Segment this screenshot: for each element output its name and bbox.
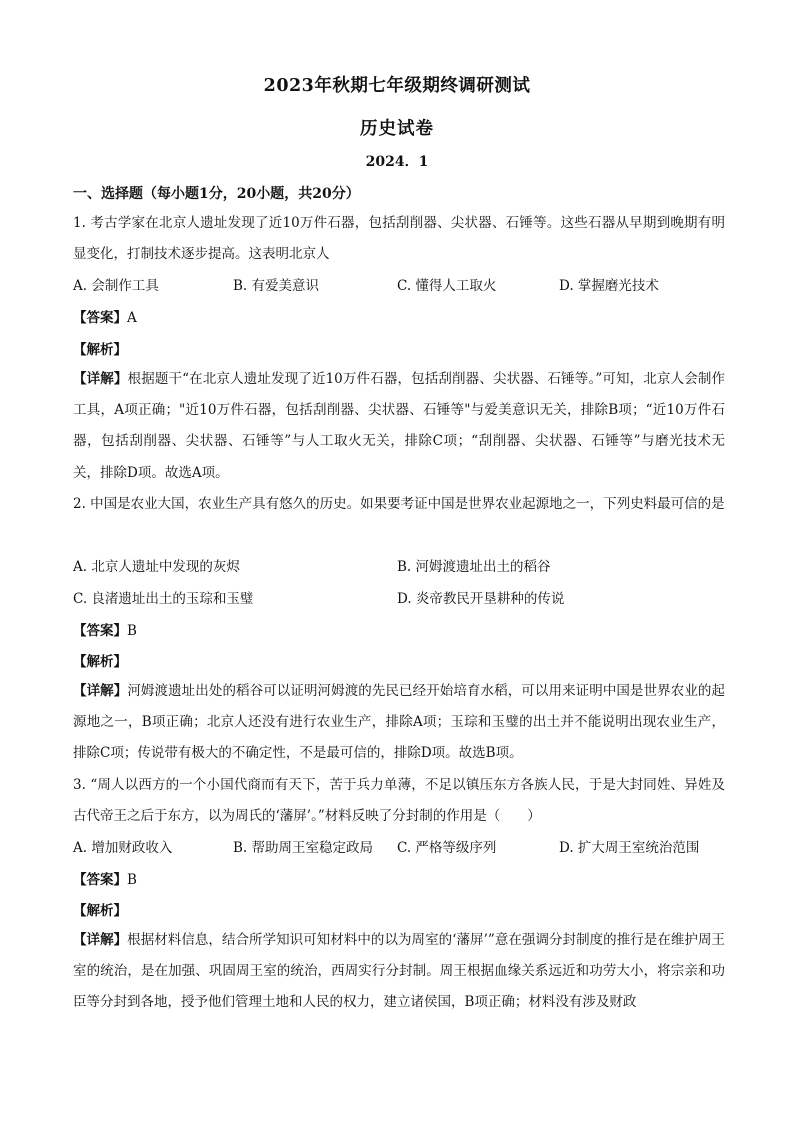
question-1-option-a: A. 会制作工具	[73, 278, 159, 294]
exam-date: 2024．1	[365, 154, 429, 170]
detail-tag: 【详解】	[73, 683, 128, 699]
question-3-option-c: C. 严格等级序列	[397, 840, 497, 856]
question-2-option-d: D. 炎帝教民开垦耕种的传说	[397, 591, 565, 607]
question-3-analysis	[73, 899, 127, 919]
question-3-answer	[73, 868, 137, 888]
question-1-analysis	[73, 338, 127, 358]
answer-tag: 【答案】	[73, 872, 127, 888]
question-1-stem: 1. 考古学家在北京人遗址发现了近10万件石器，包括刮削器、尖状器、石锤等。这些石器从早期到晚期有明显变化，打制技术逐步提高。这表明北京人	[73, 215, 725, 263]
analysis-tag: 【解析】	[73, 342, 127, 358]
question-1-option-b: B. 有爱美意识	[233, 278, 320, 294]
question-1-detail	[73, 364, 725, 489]
answer-tag: 【答案】	[73, 623, 127, 639]
question-3-option-d: D. 扩大周王室统治范围	[559, 840, 700, 856]
detail-text: 河姆渡遗址出处的稻谷可以证明河姆渡的先民已经开始培育水稻，可以用来证明中国是世界农业的起源地之一，B项正确；北京人还没有进行农业生产，排除A项；玉琮和玉璧的出土并不能说明出现农业生产，排除C项；传说带有极大的不确定性，不是最可信的，排除D项。故选B项。	[73, 683, 726, 762]
detail-text: 根据题干“在北京人遗址发现了近10万件石器，包括刮削器、尖状器、石锤等。”可知，北京人会制作工具，A项正确；"近10万件石器，包括刮削器、尖状器、石锤等"与爱美意识无关，排除B项；“近10万件石器，包括刮削器、尖状器、石锤等”与人工取火无关，排除C项；“刮削器、尖状器、石锤等”与磨光技术无关，排除D项。故选A项。	[73, 371, 726, 481]
question-2-detail	[73, 676, 725, 770]
question-2-answer	[73, 619, 137, 639]
answer-tag: 【答案】	[73, 310, 127, 326]
question-3-detail	[73, 925, 725, 1019]
detail-tag: 【详解】	[73, 371, 128, 387]
question-3-option-b: B. 帮助周王室稳定政局	[233, 840, 374, 856]
question-3-stem: 3. “周人以西方的一个小国代商而有天下，苦于兵力单薄，不足以镇压东方各族人民，于是大封同姓、异姓及古代帝王之后于东方，以为周氏的‘藩屏’。”材料反映了分封制的作用是（ ）	[73, 777, 725, 825]
section-heading: 一、选择题（每小题1分，20小题，共20分）	[73, 186, 360, 202]
question-2-option-c: C. 良渚遗址出土的玉琮和玉璧	[73, 591, 254, 607]
analysis-tag: 【解析】	[73, 654, 127, 670]
question-3-option-a: A. 增加财政收入	[73, 840, 173, 856]
question-2-stem: 2. 中国是农业大国，农业生产具有悠久的历史。如果要考证中国是世界农业起源地之一，下列史料最可信的是	[73, 496, 725, 512]
answer-value: A	[127, 310, 137, 326]
analysis-tag: 【解析】	[73, 903, 127, 919]
question-1-option-d: D. 掌握磨光技术	[559, 278, 659, 294]
detail-tag: 【详解】	[73, 932, 128, 948]
answer-value: B	[127, 623, 137, 639]
exam-subtitle: 历史试卷	[360, 119, 434, 139]
exam-title: 2023年秋期七年级期终调研测试	[263, 76, 531, 96]
answer-value: B	[127, 872, 137, 888]
detail-text: 根据材料信息，结合所学知识可知材料中的以为周室的‘藩屏’”意在强调分封制度的推行是在维护周王室的统治，是在加强、巩固周王室的统治，西周实行分封制。周王根据血缘关系远近和功劳大小，将宗亲和功臣等分封到各地，授予他们管理土地和人民的权力，建立诸侯国，B项正确；材料没有涉及财政	[73, 932, 726, 1011]
question-1-answer	[73, 306, 137, 326]
question-2-option-b: B. 河姆渡遗址出土的稻谷	[397, 559, 551, 575]
question-1-option-c: C. 懂得人工取火	[397, 278, 497, 294]
question-2-option-a: A. 北京人遗址中发现的灰烬	[73, 559, 240, 575]
question-2-analysis	[73, 650, 127, 670]
